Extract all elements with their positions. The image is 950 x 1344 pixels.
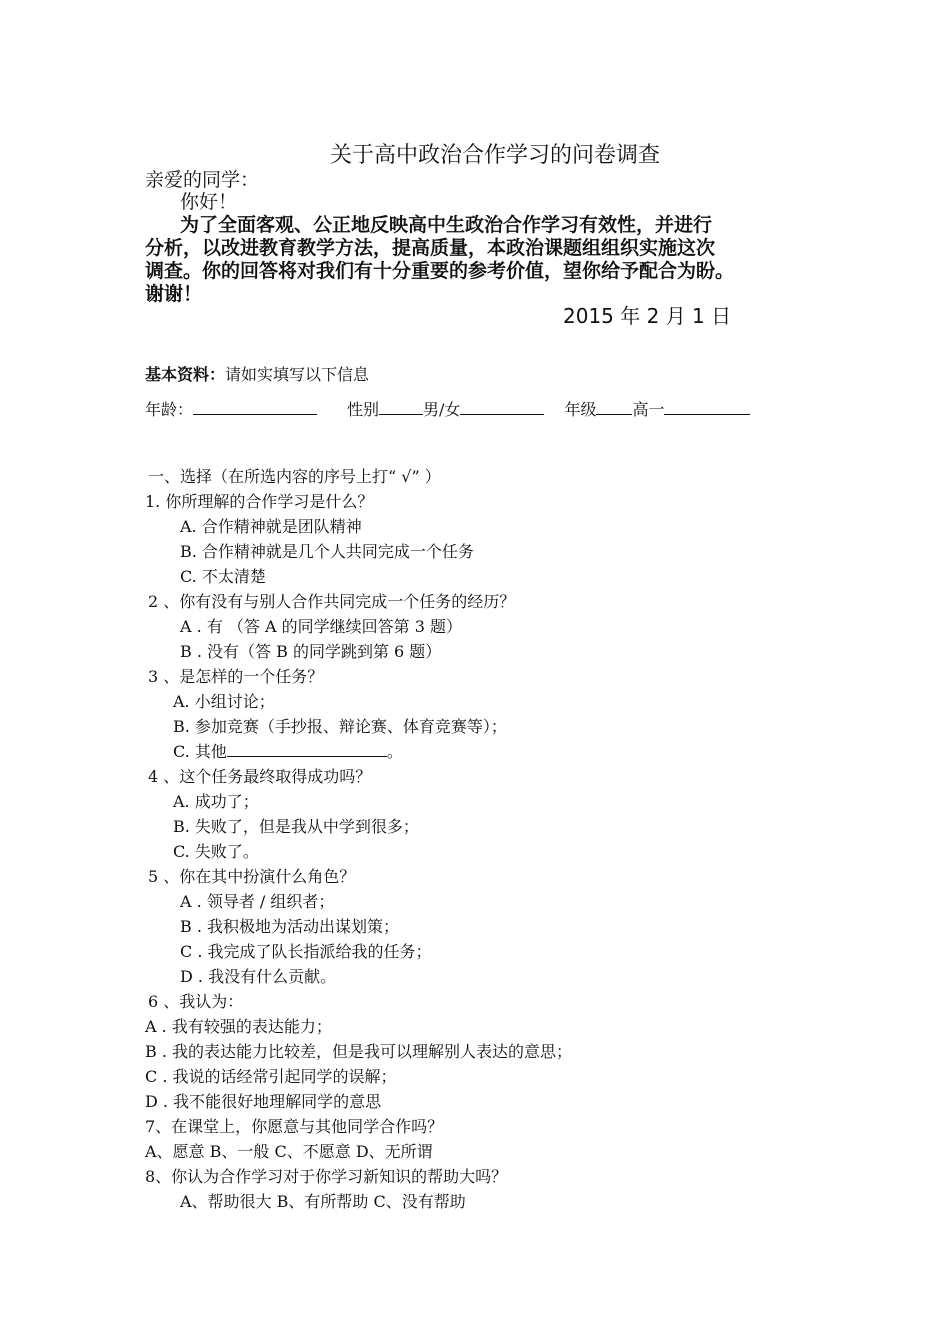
basic-info-label: 基本资料： (145, 365, 226, 384)
option-3b: B. 参加竞赛（手抄报、辩论赛、体育竞赛等）； (173, 717, 507, 736)
option-3c (173, 739, 403, 764)
survey-date: 2015 年 2 月 1 日 (563, 304, 732, 328)
gender-options: 男/女 (423, 400, 461, 419)
gender-blank-2[interactable] (460, 398, 544, 415)
question-5: 5 、你在其中扮演什么角色？ (148, 867, 356, 886)
option-3c-label: C. 其他 (173, 742, 227, 761)
grade-value: 高一 (632, 400, 665, 419)
greeting: 亲爱的同学： (145, 169, 260, 191)
question-3: 3 、是怎样的一个任务？ (148, 667, 324, 686)
option-5d: D . 我没有什么贡献。 (180, 967, 337, 986)
option-3c-suffix: 。 (386, 742, 403, 761)
options-8: A、帮助很大 B、有所帮助 C、没有帮助 (180, 1192, 466, 1211)
page-title: 关于高中政治合作学习的问卷调查 (329, 143, 660, 168)
grade-label: 年级 (564, 400, 597, 419)
option-6d: D . 我不能很好地理解同学的意思 (145, 1092, 382, 1111)
intro-line-1: 为了全面客观、公正地反映高中生政治合作学习有效性，并进行 (180, 214, 713, 236)
question-8: 8、你认为合作学习对于你学习新知识的帮助大吗？ (145, 1167, 508, 1186)
intro-line-2: 分析，以改进教育教学方法，提高质量，本政治课题组组织实施这次 (145, 237, 716, 259)
option-1c: C. 不太清楚 (180, 567, 266, 586)
option-5b: B . 我积极地为活动出谋划策； (180, 917, 400, 936)
question-4: 4 、这个任务最终取得成功吗？ (148, 767, 372, 786)
option-1a: A. 合作精神就是团队精神 (180, 517, 362, 536)
question-6: 6 、我认为： (148, 992, 244, 1011)
section-title: 一、选择（在所选内容的序号上打“ √” ） (148, 467, 441, 486)
basic-info-text: 请如实填写以下信息 (225, 365, 370, 384)
gender-label: 性别 (347, 400, 380, 419)
basic-info-fields (145, 397, 750, 422)
age-label: 年龄： (145, 400, 194, 419)
grade-blank-1[interactable] (596, 398, 632, 415)
option-2a: A . 有 （答 A 的同学继续回答第 3 题） (180, 617, 462, 636)
grade-blank-2[interactable] (664, 398, 750, 415)
option-3a: A. 小组讨论； (173, 692, 275, 711)
option-6a: A . 我有较强的表达能力； (145, 1017, 332, 1036)
option-2b: B . 没有（答 B 的同学跳到第 6 题） (180, 642, 442, 661)
option-4b: B. 失败了，但是我从中学到很多； (173, 817, 419, 836)
option-4c: C. 失败了。 (173, 842, 259, 861)
option-6b: B . 我的表达能力比较差，但是我可以理解别人表达的意思； (145, 1042, 573, 1061)
question-1: 1. 你所理解的合作学习是什么？ (145, 492, 374, 511)
gender-blank-1[interactable] (379, 398, 423, 415)
question-7: 7、在课堂上，你愿意与其他同学合作吗？ (145, 1117, 444, 1136)
option-1b: B. 合作精神就是几个人共同完成一个任务 (180, 542, 474, 561)
option-6c: C . 我说的话经常引起同学的误解； (145, 1067, 397, 1086)
options-7: A、愿意 B、一般 C、不愿意 D、无所谓 (145, 1142, 433, 1161)
basic-info (145, 362, 369, 387)
question-2: 2 、你有没有与别人合作共同完成一个任务的经历？ (148, 592, 516, 611)
hello: 你好！ (180, 191, 238, 213)
option-4a: A. 成功了； (173, 792, 259, 811)
intro-line-3: 调查。你的回答将对我们有十分重要的参考价值，望你给予配合为盼。 (145, 260, 735, 282)
age-blank[interactable] (193, 398, 317, 415)
other-blank[interactable] (227, 740, 387, 757)
option-5c: C . 我完成了队长指派给我的任务； (180, 942, 432, 961)
intro-line-4: 谢谢！ (145, 283, 203, 305)
option-5a: A . 领导者 / 组织者； (180, 892, 335, 911)
